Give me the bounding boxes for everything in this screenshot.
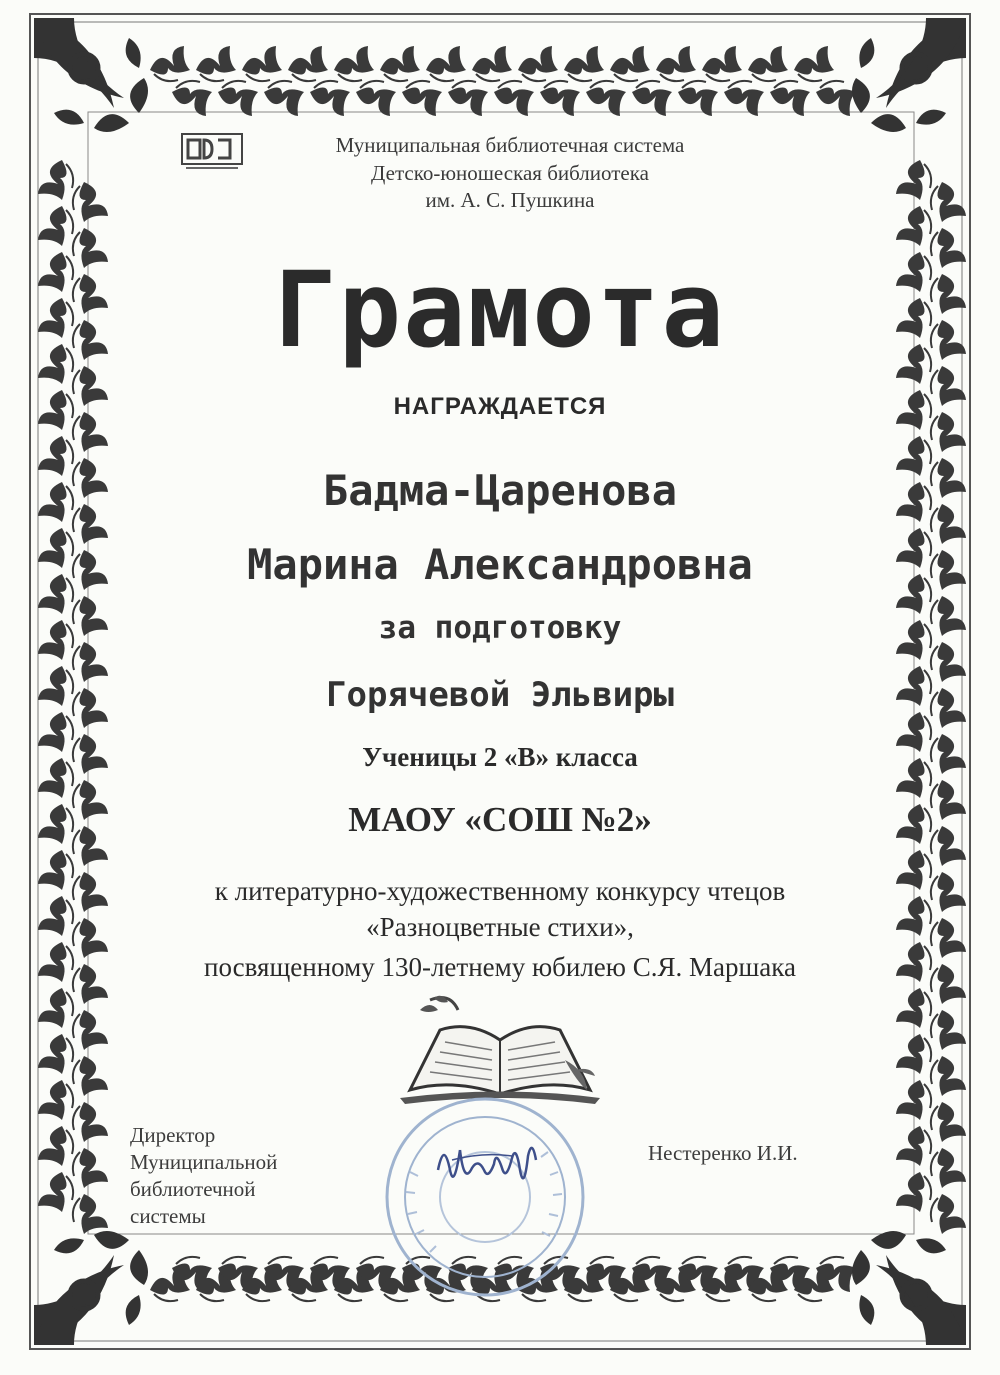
position-line-3: библиотечной	[130, 1177, 256, 1201]
certificate-title: Грамота	[273, 249, 727, 371]
library-logo-icon	[180, 132, 244, 172]
org-line-2: Детско-юношеская библиотека	[371, 161, 649, 185]
position-line-4: системы	[130, 1204, 206, 1228]
awarded-label: НАГРАЖДАЕТСЯ	[393, 393, 607, 420]
contest-line-2: «Разноцветные стихи»,	[366, 912, 634, 942]
signature	[432, 1130, 542, 1200]
position-line-2: Муниципальной	[130, 1150, 278, 1174]
contest-line-1: к литературно-художественному конкурсу чтецов	[214, 876, 786, 906]
signer-name: Нестеренко И.И.	[648, 1141, 798, 1165]
recipient-surname: Бадма-Царенова	[322, 466, 677, 515]
student-grade: Ученицы 2 «В» класса	[362, 742, 638, 772]
position-line-1: Директор	[130, 1123, 216, 1147]
student-name: Горячевой Эльвиры	[326, 675, 674, 715]
recipient-name: Марина Александровна	[247, 540, 753, 589]
signatory-position	[130, 1122, 350, 1230]
school-name: МАОУ «СОШ №2»	[348, 800, 652, 839]
org-line-1: Муниципальная библиотечная система	[335, 133, 685, 157]
award-reason: за подготовку	[378, 610, 622, 646]
contest-line-3: посвященному 130-летнему юбилею С.Я. Маршака	[204, 952, 796, 982]
org-line-3: им. А. С. Пушкина	[425, 188, 595, 212]
